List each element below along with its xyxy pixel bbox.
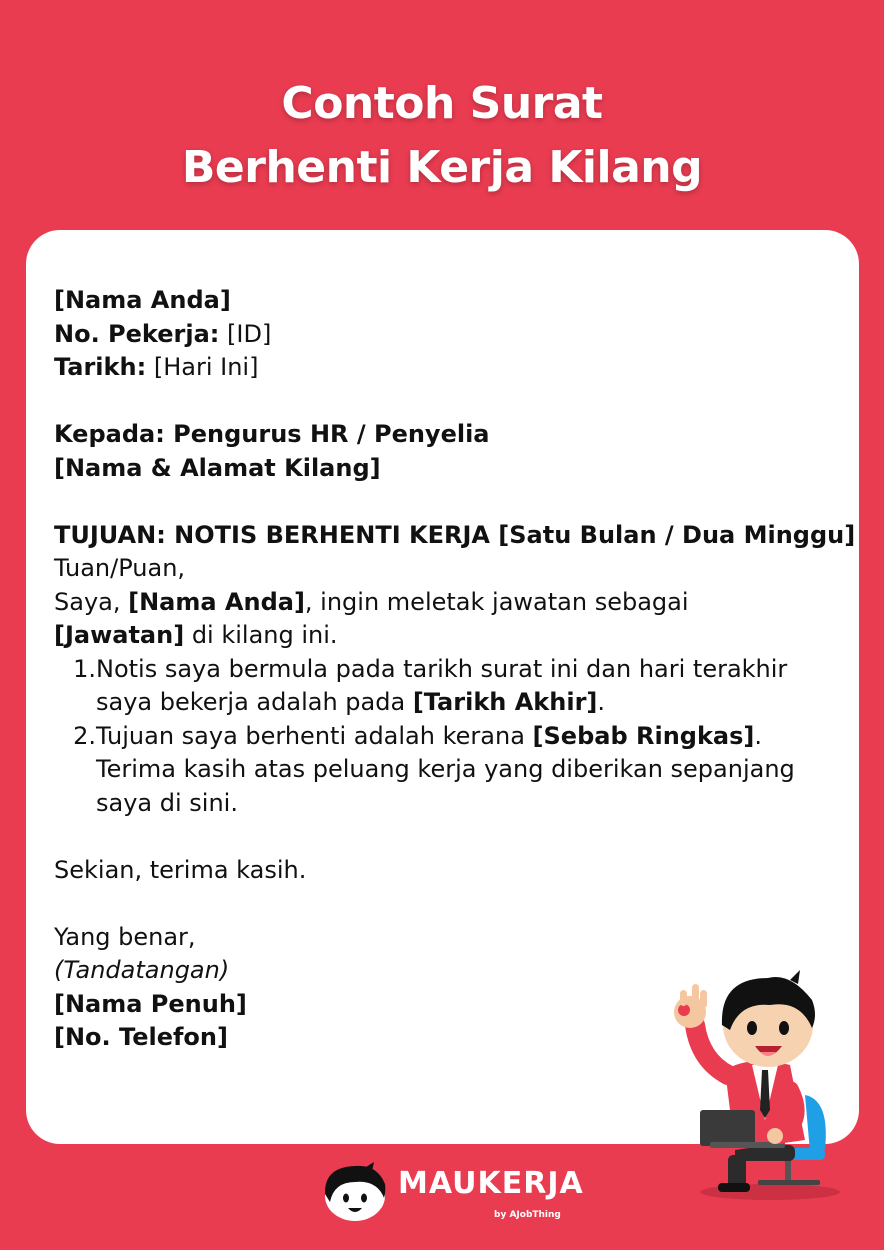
salutation: Tuan/Puan, <box>54 554 186 582</box>
closing-line: Sekian, terima kasih. <box>54 855 307 884</box>
intro-line-2: [Jawatan] di kilang ini. <box>54 621 338 649</box>
employee-id-line: No. Pekerja: [ID] <box>54 319 272 348</box>
letter-body <box>54 284 856 1055</box>
page-title <box>0 72 884 200</box>
recipient-line: Kepada: Pengurus HR / Penyelia <box>54 420 490 448</box>
recipient-address: [Nama & Alamat Kilang] <box>54 453 381 482</box>
full-name-placeholder: [Nama Penuh] <box>54 989 247 1018</box>
list-item: 1. Notis saya bermula pada tarikh surat ini dan hari terakhir <box>73 654 788 683</box>
title-line-2: Berhenti Kerja Kilang <box>181 142 703 193</box>
phone-placeholder: [No. Telefon] <box>54 1023 228 1051</box>
brand-name: MAUKERJA <box>398 1166 584 1201</box>
list-item-continuation: Terima kasih atas peluang kerja yang diberikan sepanjang <box>96 755 795 783</box>
intro-line-1: Saya, [Nama Anda], ingin meletak jawatan sebagai <box>54 587 689 616</box>
brand-subtitle: by AJobThing <box>494 1210 561 1220</box>
subject-line: TUJUAN: NOTIS BERHENTI KERJA [Satu Bulan / Dua Minggu] <box>54 520 856 549</box>
list-item: 2. Tujuan saya berhenti adalah kerana [Sebab Ringkas]. <box>73 721 763 750</box>
sender-name: [Nama Anda] <box>54 286 231 314</box>
date-line: Tarikh: [Hari Ini] <box>54 353 259 381</box>
footer-brand-logo <box>322 1160 584 1224</box>
signature-placeholder: (Tandatangan) <box>54 956 230 984</box>
sign-off: Yang benar, <box>54 922 196 951</box>
list-item-continuation: saya di sini. <box>96 788 238 817</box>
title-line-1: Contoh Surat <box>281 78 603 129</box>
mascot-head-icon <box>322 1162 388 1222</box>
mascot-character-illustration <box>640 970 840 1210</box>
list-item-continuation: saya bekerja adalah pada [Tarikh Akhir]. <box>96 688 606 716</box>
